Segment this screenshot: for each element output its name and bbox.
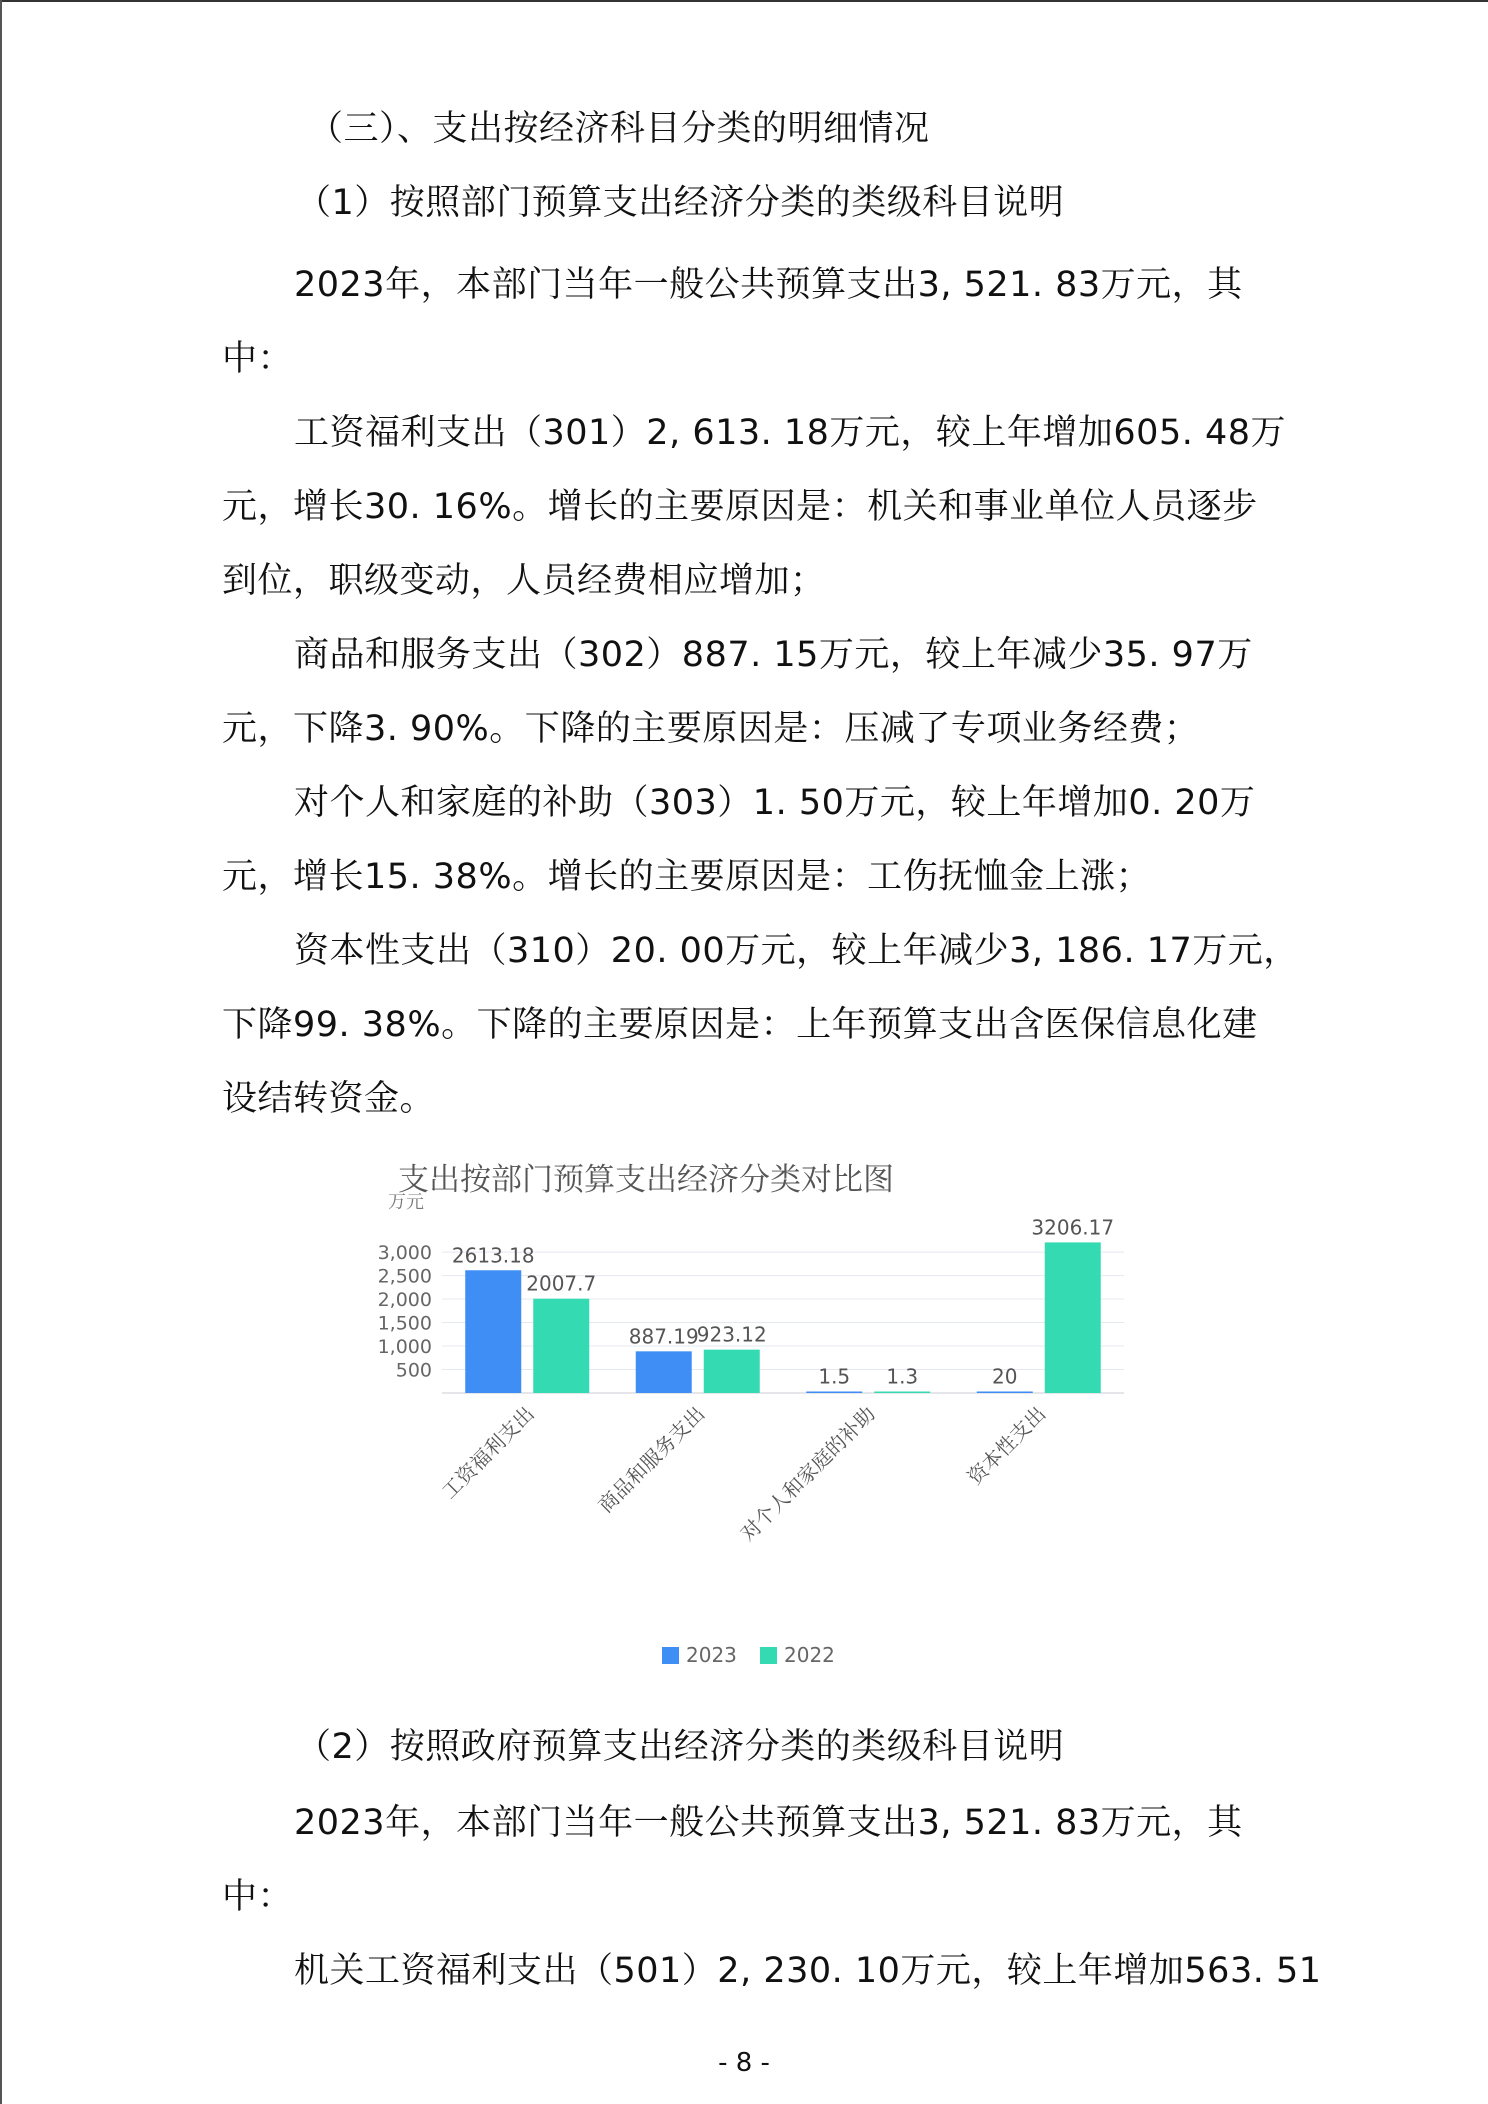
legend-swatch-2022 xyxy=(760,1647,777,1664)
legend-swatch-2023 xyxy=(662,1647,679,1664)
y-tick-label: 1,500 xyxy=(377,1312,432,1335)
data-label: 1.5 xyxy=(818,1364,851,1389)
paragraph-line: 设结转资金。 xyxy=(222,1079,436,1119)
data-label: 2613.18 xyxy=(451,1243,535,1268)
paragraph-line: 元，下降3. 90%。下降的主要原因是：压减了专项业务经费； xyxy=(222,709,1200,749)
expenditure-comparison-figure xyxy=(360,1140,1160,1700)
paragraph-line: 中： xyxy=(222,1877,294,1917)
paragraph-line: 机关工资福利支出（501）2, 230. 10万元，较上年增加563. 51 xyxy=(294,1951,1322,1991)
subsection-heading: （2）按照政府预算支出经济分类的类级科目说明 xyxy=(296,1727,1065,1767)
paragraph-line: 中： xyxy=(222,339,294,379)
paragraph-line: 到位，职级变动，人员经费相应增加； xyxy=(222,561,826,601)
paragraph-line: 工资福利支出（301）2, 613. 18万元，较上年增加605. 48万 xyxy=(294,413,1287,453)
legend-label: 2022 xyxy=(784,1643,835,1667)
subsection-heading: （1）按照部门预算支出经济分类的类级科目说明 xyxy=(296,183,1065,223)
x-category-label: 对个人和家庭的补助 xyxy=(735,1401,880,1546)
bar-2022 xyxy=(704,1350,760,1393)
y-tick-label: 3,000 xyxy=(377,1242,432,1265)
paragraph-line: 2023年，本部门当年一般公共预算支出3, 521. 83万元，其 xyxy=(294,1803,1243,1843)
page-top-border xyxy=(0,0,1488,2)
y-tick-label: 2,000 xyxy=(377,1289,432,1312)
paragraph-line: 元，增长15. 38%。增长的主要原因是：工伤抚恤金上涨； xyxy=(222,857,1152,897)
paragraph-line: 资本性支出（310）20. 00万元，较上年减少3, 186. 17万元， xyxy=(294,931,1299,971)
paragraph-line: 元，增长30. 16%。增长的主要原因是：机关和事业单位人员逐步 xyxy=(222,487,1258,527)
legend-label: 2023 xyxy=(686,1643,737,1667)
bar-chart xyxy=(360,1140,1160,1700)
data-label: 3206.17 xyxy=(1031,1215,1115,1240)
legend xyxy=(662,1643,835,1667)
paragraph-line: 商品和服务支出（302）887. 15万元，较上年减少35. 97万 xyxy=(294,635,1253,675)
bar-2023 xyxy=(465,1270,521,1393)
y-tick-label: 500 xyxy=(395,1359,432,1382)
paragraph-line: 下降99. 38%。下降的主要原因是：上年预算支出含医保信息化建 xyxy=(222,1005,1258,1045)
data-label: 887.19 xyxy=(628,1324,699,1349)
x-category-label: 商品和服务支出 xyxy=(593,1401,710,1518)
bar-2023 xyxy=(977,1392,1033,1394)
paragraph-line: 2023年，本部门当年一般公共预算支出3, 521. 83万元，其 xyxy=(294,265,1243,305)
page-left-border xyxy=(0,0,2,2104)
bar-2022 xyxy=(533,1299,589,1393)
data-label: 2007.7 xyxy=(526,1271,597,1296)
paragraph-line: 对个人和家庭的补助（303）1. 50万元，较上年增加0. 20万 xyxy=(294,783,1256,823)
page-number: - 8 - xyxy=(718,2048,770,2078)
data-label: 1.3 xyxy=(886,1364,919,1389)
y-tick-label: 1,000 xyxy=(377,1336,432,1359)
bar-2022 xyxy=(1045,1242,1101,1393)
x-axis xyxy=(437,1402,1050,1546)
data-label: 20 xyxy=(992,1364,1018,1389)
bar-2022 xyxy=(874,1392,930,1394)
x-category-label: 资本性支出 xyxy=(962,1401,1051,1490)
y-axis-unit: 万元 xyxy=(388,1192,424,1213)
chart-title: 支出按部门预算支出经济分类对比图 xyxy=(398,1162,894,1198)
y-tick-label: 2,500 xyxy=(377,1265,432,1288)
bar-2023 xyxy=(636,1351,692,1393)
data-label: 923.12 xyxy=(696,1322,767,1347)
bar-2023 xyxy=(806,1392,862,1394)
x-category-label: 工资福利支出 xyxy=(436,1401,539,1504)
section-heading: （三）、支出按经济科目分类的明细情况 xyxy=(308,109,930,149)
